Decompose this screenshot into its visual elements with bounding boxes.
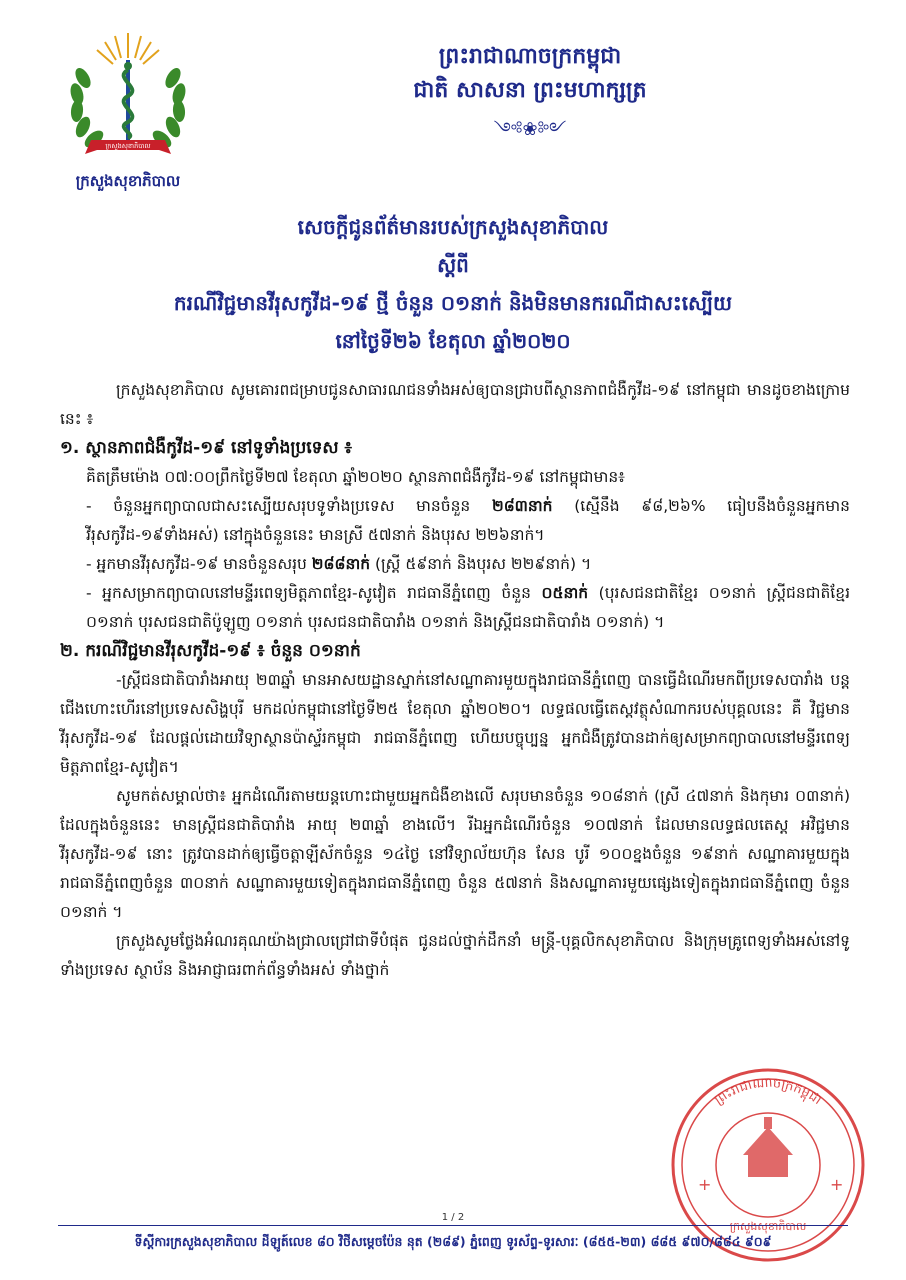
bullet-text: - ចំនួនអ្នកព្យាបាលជាសះស្បើយសរុបទូទាំងប្រទេស មានចំនួន xyxy=(86,497,492,515)
stamp-inner-text: ក្រសួងសុខាភិបាល xyxy=(729,1220,807,1233)
svg-text:ព្រះរាជាណាចក្រកម្ពុជា xyxy=(712,1076,824,1108)
title-line-2: ស្តីពី xyxy=(437,253,469,277)
bullet-text: - អ្នកសម្រាកព្យាបាលនៅមន្ទីរពេទ្យមិត្តភាពខ្មែរ-សូវៀត រាជធានីភ្នំពេញ ចំនួន xyxy=(86,584,542,602)
intro-paragraph: ក្រសួងសុខាភិបាល សូមគោរពជម្រាបជូនសាធារណជនទាំងអស់ឲ្យបានជ្រាបពីស្ថានភាពជំងឺកូវីដ-១៩ នៅកម្ពុជា មានដូចខាងក្រោមនេះ ៖ xyxy=(60,381,850,428)
ministry-logo-block xyxy=(48,28,208,194)
recovered-count: ២៨៣នាក់ xyxy=(491,497,553,515)
section-2-heading: ២. ករណីវិជ្ជមានវីរុសកូវីដ-១៩ ៖ ចំនួន ០១នាក់ xyxy=(60,641,361,661)
title-line-1: សេចក្តីជូនព័ត៌មានរបស់ក្រសួងសុខាភិបាល xyxy=(297,215,609,239)
bullet-text: (ស្ត្រី ៥៩នាក់ និងបុរស ២២៩នាក់) ។ xyxy=(370,555,592,573)
bullet-text: (ស្មើនឹង ៩៨,២៦% ធៀបនឹងចំនួនអ្នកមានវីរុសកូវីដ-១៩ទាំងអស់) នៅក្នុងចំនួននេះ មានស្រី ៥៧នាក់ និងបុរស ២២៦នាក់។ xyxy=(86,497,850,544)
bullet-text: - អ្នកមានវីរុសកូវីដ-១៩ មានចំនួនសរុប xyxy=(86,555,312,573)
title-date: នៅថ្ងៃទី២៦ ខែតុលា ឆ្នាំ២០២០ xyxy=(335,329,571,353)
kingdom-motto xyxy=(330,40,730,160)
footer-address: ទីស្តីការក្រសួងសុខាភិបាល ដីឡូត៍លេខ ៨០ វិថីសម្តេចប៉ែន នុត (២៨៩) ភ្នំពេញ ទូរស័ព្ទ-ទូរសារៈ (៨៥៥-២៣) ៨៨៥ ៩៧០/៨៨៤ ៩០៩ xyxy=(134,1234,772,1249)
ribbon-text: ក្រសួងសុខាភិបាល xyxy=(105,142,151,150)
section-2-case-paragraph: -ស្ត្រីជនជាតិបារាំងអាយុ ២៣ឆ្នាំ មានអាសយដ្ឋានស្នាក់នៅសណ្ឋាគារមួយក្នុងរាជធានីភ្នំពេញ បានធ្វើដំណើរមកពីប្រទេសបារាំង បន្តជើងហោះហើរនៅប្រទេសសិង្ហបុរី មកដល់កម្ពុជានៅថ្ងៃទី២៥ ខែតុលា ឆ្នាំ២០២០។ លទ្ធផលធ្វើតេស្តវត្ថុសំណាករបស់បុគ្គលនេះ គឺ វិជ្ជមានវីរុសកូវីដ-១៩ ដែលផ្តល់ដោយវិទ្យាស្ថានប៉ាស្ទ័រកម្ពុជា រាជធានីភ្នំពេញ ហើយបច្ចុប្បន្ន អ្នកជំងឺត្រូវបានដាក់ឲ្យសម្រាកព្យាបាលនៅមន្ទីរពេទ្យមិត្តភាពខ្មែរ-សូវៀត។ xyxy=(60,671,850,776)
ornament-icon: ༺❀༻ xyxy=(493,119,567,140)
kingdom-name: ព្រះរាជាណាចក្រកម្ពុជា xyxy=(438,44,622,69)
bullet-recovered xyxy=(60,492,850,550)
stamp-star-left: + xyxy=(698,1175,712,1194)
sun-rays-icon xyxy=(97,33,159,64)
footer-divider xyxy=(58,1225,848,1226)
bullet-total-cases xyxy=(60,550,850,579)
total-cases-count: ២៨៨នាក់ xyxy=(311,555,371,573)
ministry-of-health-logo xyxy=(53,28,203,168)
press-release-title xyxy=(60,208,846,360)
section-1-heading: ១. ស្ថានភាពជំងឺកូវីដ-១៩ នៅទូទាំងប្រទេស ៖ xyxy=(60,438,352,458)
stamp-star-right: + xyxy=(830,1175,844,1194)
caduceus-icon xyxy=(124,60,133,140)
stamp-outer-text: ព្រះរាជាណាចក្រកម្ពុជា xyxy=(711,1075,825,1109)
thanks-paragraph: ក្រសួងសូមថ្លែងអំណរគុណយ៉ាងជ្រាលជ្រៅជាទីបំផុត ជូនដល់ថ្នាក់ដឹកនាំ មន្ត្រី-បុគ្គលិកសុខាភិបាល និងក្រុមគ្រូពេទ្យទាំងអស់នៅទូទាំងប្រទេស ស្ថាប័ន និងអាជ្ញាធរពាក់ព័ន្ធទាំងអស់ ទាំងថ្នាក់ xyxy=(60,932,850,979)
title-line-3: ករណីវិជ្ជមានវីរុសកូវីដ-១៩ ថ្មី ចំនួន ០១នាក់ និងមិនមានករណីជាសះស្បើយ xyxy=(173,291,733,315)
nation-religion-king: ជាតិ សាសនា ព្រះមហាក្សត្រ xyxy=(413,78,647,103)
hospitalized-count: ០៥នាក់ xyxy=(541,584,589,602)
stamp-temple-icon xyxy=(743,1117,793,1177)
section-2-note-paragraph: សូមកត់សម្គាល់ថា៖ អ្នកដំណើរតាមយន្តហោះជាមួយអ្នកជំងឺខាងលើ សរុបមានចំនួន ១០៨នាក់ (ស្រី ៤៧នាក់ និងកុមារ ០៣នាក់) ដែលក្នុងចំនួននេះ មានស្ត្រីជនជាតិបារាំង អាយុ ២៣ឆ្នាំ ខាងលើ។ រីឯអ្នកដំណើរចំនួន ១០៧នាក់ ដែលមានលទ្ធផលតេស្ត អវិជ្ជមានវីរុសកូវីដ-១៩ នោះ ត្រូវបានដាក់ឲ្យធ្វើចត្តាឡីស័កចំនួន ១៤ថ្ងៃ នៅវិទ្យាល័យហ៊ុន សែន បូរី ១០០ខ្នងចំនួន ១៩នាក់ សណ្ឋាគារមួយក្នុងរាជធានីភ្នំពេញចំនួន ៣០នាក់ សណ្ឋាគារមួយទៀតក្នុងរាជធានីភ្នំពេញ ចំនួន ៥៧នាក់ និងសណ្ឋាគារមួយផ្សេងទៀតក្នុងរាជធានីភ្នំពេញ ចំនួន ០១នាក់ ។ xyxy=(60,787,850,921)
bullet-hospitalized xyxy=(60,579,850,637)
bullet-text: (បុរសជនជាតិខ្មែរ ០១នាក់ ស្ត្រីជនជាតិខ្មែរ ០១នាក់ បុរសជនជាតិប៉ូឡូញ ០១នាក់ បុរសជនជាតិបារាំង ០១នាក់ និងស្ត្រីជនជាតិបារាំង ០១នាក់) ។ xyxy=(86,584,850,631)
logo-caption: ក្រសួងសុខាភិបាល xyxy=(75,172,181,190)
page-number: 1 / 2 xyxy=(441,1212,465,1223)
document-body xyxy=(60,376,850,985)
section-1-lead: គិតត្រឹមម៉ោង ០៧:០០ព្រឹកថ្ងៃទី២៧ ខែតុលា ឆ្នាំ២០២០ ស្ថានភាពជំងឺកូវីដ-១៩ នៅកម្ពុជាមាន៖ xyxy=(86,468,625,486)
